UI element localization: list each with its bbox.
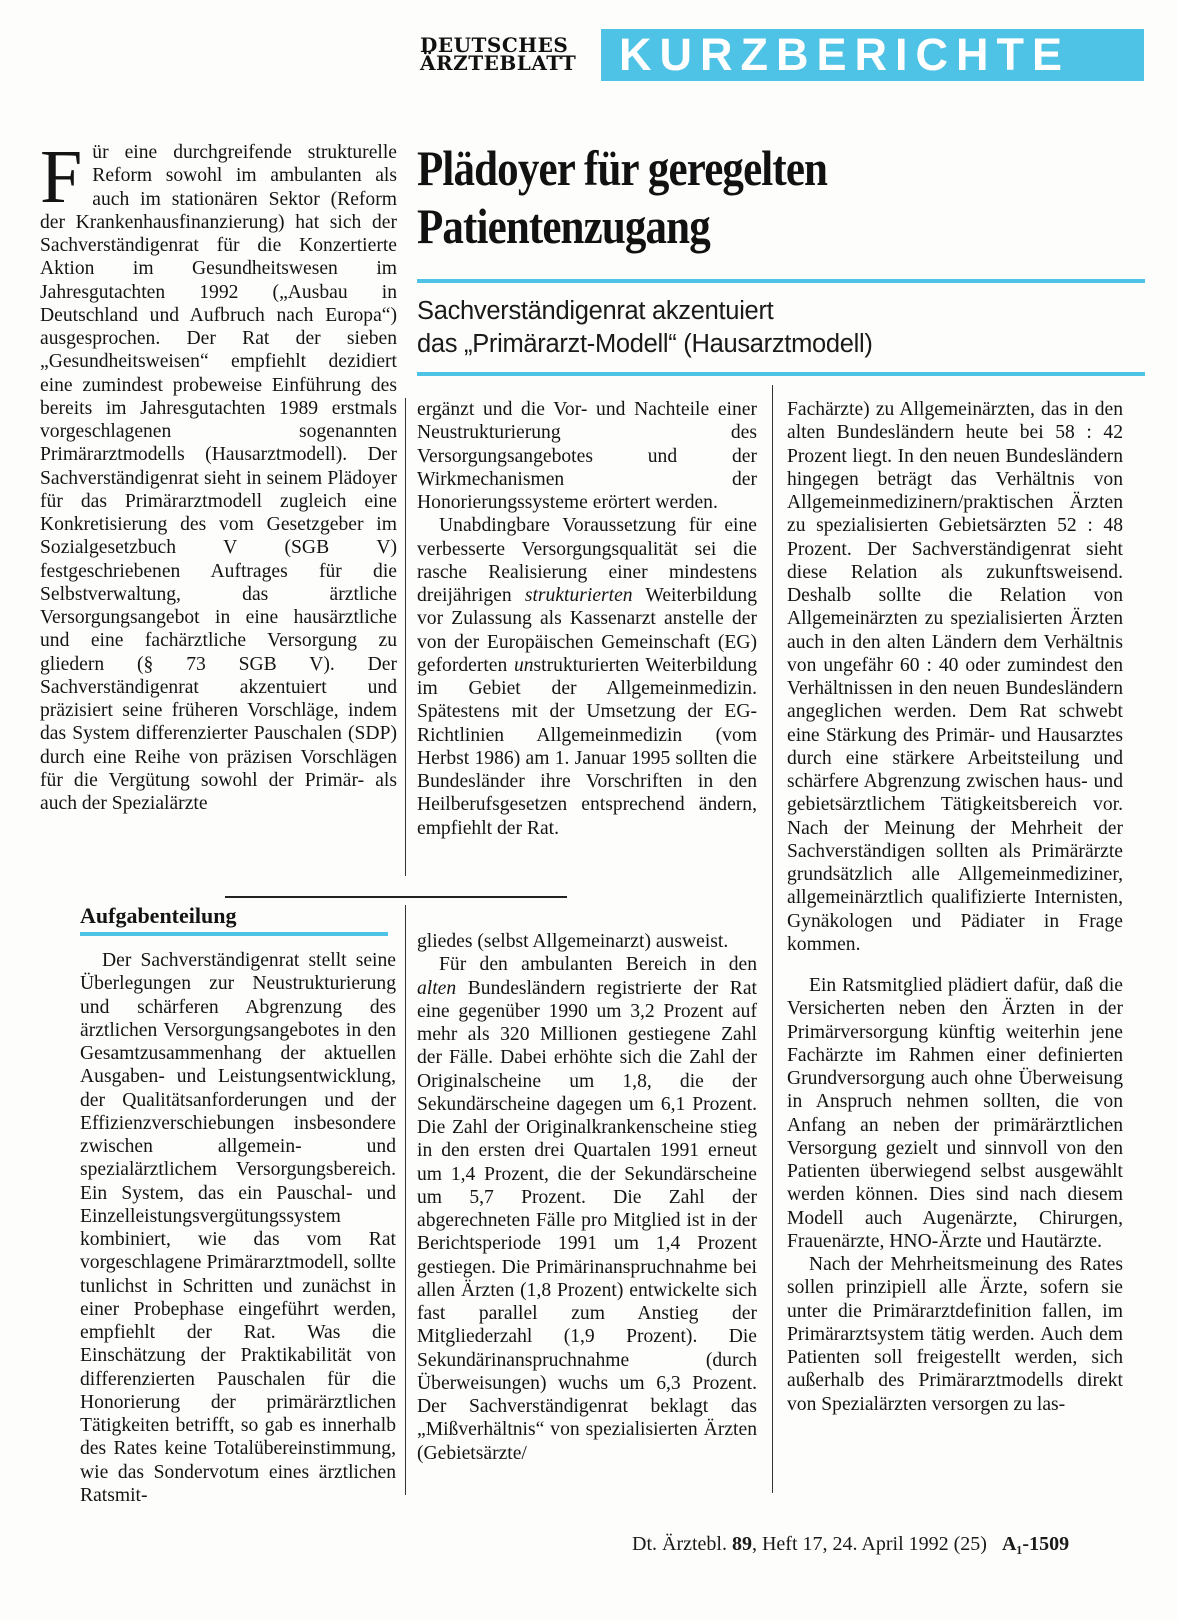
paragraph: gliedes (selbst Allgemeinarzt) ausweist. xyxy=(417,931,729,952)
paragraph: ergänzt und die Vor- und Nachteile einer Neustrukturierung des Versorgungsangebotes und der Wirkmechanismen der Honorierungssysteme erörtert werden. xyxy=(417,399,757,513)
column-rule-3 xyxy=(405,905,406,1495)
section-heading-underline xyxy=(80,932,388,936)
drop-cap: F xyxy=(40,135,83,219)
emphasis: strukturierten xyxy=(524,585,633,606)
section-banner xyxy=(601,29,1144,81)
page-footer xyxy=(632,1532,1154,1556)
footer-issue: , Heft 17, 24. April 1992 (25) xyxy=(751,1533,987,1555)
body-column-6 xyxy=(787,974,1123,1416)
paragraph: Unabdingbare Voraussetzung für eine verbesserte Versorgungsqualität sei die rasche Realisierung einer mindestens dreijährigen strukturierten Weiterbildung vor Zulassung als Kassenarzt anstelle der von der Europäischen Gemeinschaft (EG) geforderten unstrukturierten Weiterbildung im Gebiet der Allgemeinmedizin. Spätestens mit der Umsetzung der EG-Richtlinien Allgemeinmedizin (vom Herbst 1986) am 1. Januar 1995 sollten die Bundesländer ihre Vorschriften in den Heilberufsgesetzen entsprechend ändern, empfiehlt der Rat. xyxy=(417,515,757,839)
article-title xyxy=(417,139,1045,255)
paragraph: Für den ambulanten Bereich in den alten Bundesländern registrierte der Rat eine gegenüber 1990 um 3,2 Prozent auf mehr als 320 Millionen gestiegene Zahl der Fälle. Dabei erhöhte sich die Zahl der Originalscheine um 1,8, die der Sekundärscheine dagegen um 6,1 Prozent. Die Zahl der Originalkrankenscheine stieg in den ersten drei Quartalen 1991 erneut um 1,4 Prozent, die der Sekundärscheine um 5,7 Prozent. Die Zahl der abgerechneten Fälle pro Mitglied ist in der Berichtsperiode 1991 um 1,4 Prozent gestiegen. Die Primärinanspruchnahme bei allen Ärzten (1,8 Prozent) entwickelte sich fast parallel zum Anstieg der Mitgliederzahl (1,9 Prozent). Die Sekundärinanspruchnahme (durch Überweisungen) wuchs um 6,3 Prozent. Der Sachverständigenrat beklagt das „Mißverhältnis“ von spezialisierten Ärzten (Gebietsärzte/ xyxy=(417,954,757,1464)
footer-page-number: A₁-1509 xyxy=(1001,1533,1070,1555)
footer-volume: 89 xyxy=(731,1533,752,1555)
emphasis: un xyxy=(513,654,534,676)
footer-journal: Dt. Ärztebl. xyxy=(632,1533,727,1555)
body-column-3 xyxy=(787,398,1123,956)
body-column-4 xyxy=(80,949,396,1507)
paragraph: Ein Ratsmitglied plädiert dafür, daß die Versicherten neben den Ärzten in der Primärversorgung künftig weiterhin jene Fachärzte im Rahmen einer definierten Grundversorgung auch ohne Überweisung in Anspruch nehmen sollten, die von Anfang an neben der primärärztlichen Versorgung gezielt und sinnvoll von den Patienten überwiegend selbst ausgewählt werden können. Dies sind nach diesem Modell auch Augenärzte, Chirurgen, Frauenärzte, HNO-Ärzte und Hautärzte. xyxy=(787,975,1123,1252)
paragraph: Fachärzte) zu Allgemeinärzten, das in den alten Bundesländern heute bei 58 : 42 Prozent liegt. In den neuen Bundesländern hingegen beträgt das Verhältnis von Allgemeinmedizinern/praktischen Ärzten zu spezialisierten Gebietsärzten 52 : 48 Prozent. Der Sachverständigenrat sieht diese Relation als zukunftsweisend. Deshalb sollte die Relation von Allgemeinärzten zu spezialisierten Ärzten auch in den alten Ländern dem Verhältnis von ungefähr 60 : 40 oder zumindest den Verhältnissen in den neuen Bundesländern angeglichen werden. Dem Rat schwebt eine Stärkung des Primär- und Hausarztes durch eine stärkere Arbeitsteilung und schärfere Abgrenzung zwischen haus- und gebietsärztlichem Tätigkeitsbereich vor. Nach der Meinung der Mehrheit der Sachverständigen sollten als Primärärzte grundsätzlich alle Allgemeinmediziner, allgemeinärztlich qualifizierte Internisten, Gynäkologen und Pädiater in Frage kommen. xyxy=(787,399,1123,955)
paragraph: Nach der Mehrheitsmeinung des Rates sollen prinzipiell alle Ärzte, sofern sie unter die Primärarztdefinition fallen, im Primärarztsystem tätig werden. Auch dem Patienten soll freigestellt werden, sich außerhalb des Primärarztmodells direkt von Spezialärzten versorgen zu las- xyxy=(787,1254,1123,1415)
body-column-2 xyxy=(417,398,757,840)
journal-logo xyxy=(420,33,590,75)
subtitle-divider xyxy=(417,372,1145,376)
subtitle-line-1: Sachverständigenrat akzentuiert xyxy=(417,297,774,325)
paragraph: Der Sachverständigenrat stellt seine Überlegungen zur Neustrukturierung und schärferen Abgrenzung des ärztlichen Versorgungsangebotes in den Gesamtzusammenhang der aktuellen Ausgaben- und Leistungsentwicklung, der Qualitätsanforderungen und der Effizienzverschiebungen insbesondere zwischen allgemein- und spezialärztlichem Versorgungsbereich. Ein System, das ein Pauschal- und Einzelleistungsvergütungssystem kombiniert, wie das vom Rat vorgeschlagene Primärarztmodell, sollte tunlichst in Schritten und zunächst in einer Probephase eingeführt werden, empfiehlt der Rat. Was die Einschätzung der Praktikabilität von differenzierten Pauschalen für die Honorierung der primärärztlichen Tätigkeiten betrifft, so gab es innerhalb des Rates keine Totalübereinstimmung, wie das Sondervotum eines ärztlichen Ratsmit- xyxy=(80,950,396,1506)
emphasis: alten xyxy=(417,977,457,999)
section-banner-label: KURZBERICHTE xyxy=(619,29,1070,80)
column-rule-2 xyxy=(772,385,773,1493)
title-line-2: Patientenzugang xyxy=(417,198,710,254)
body-column-1 xyxy=(40,135,397,815)
intro-paragraph: ür eine durchgreifende strukturelle Reform sowohl im ambulanten als auch im stationären Sektor (Reform der Krankenhausfinanzierung) hat sich der Sachverständigenrat für die Konzertierte Aktion im Gesundheitswesen im Jahresgutachten 1992 („Ausbau in Deutschland und Aufbruch nach Europa“) ausgesprochen. Der Rat der sieben „Gesundheitsweisen“ empfiehlt dezidiert eine zumindest probeweise Einführung des bereits im Jahresgutachten 1989 erstmals vorgeschlagenen sogenannten Primärarztmodells (Hausarztmodell). Der Sachverständigenrat sieht in seinem Plädoyer für das Primärarztmodell zugleich eine Konkretisierung des vom Gesetzgeber im Sozialgesetzbuch V (SGB V) festgeschriebenen Auftrages für die Selbstverwaltung, das ärztliche Versorgungsangebot in eine hausärztliche und eine fachärztliche Versorgung zu gliedern (§ 73 SGB V). Der Sachverständigenrat akzentuiert und präzisiert seine früheren Vorschläge, indem das System differenzierter Pauschalen (SDP) durch eine Reihe von präzisen Vorschlägen für die Vergütung sowohl der Primär- als auch der Spezialärzte xyxy=(40,142,397,814)
section-separator xyxy=(225,896,567,898)
article-subtitle xyxy=(417,295,1157,361)
brand-line-1: DEUTSCHES xyxy=(420,33,569,57)
subtitle-line-2: das „Primärarzt-Modell“ (Hausarztmodell) xyxy=(417,330,873,358)
brand-line-2: ÄRZTEBLATT xyxy=(420,51,577,75)
section-heading: Aufgabenteilung xyxy=(80,903,237,928)
column-rule-1 xyxy=(405,398,406,876)
title-divider xyxy=(417,279,1145,283)
body-column-5 xyxy=(417,930,757,1465)
title-line-1: Plädoyer für geregelten xyxy=(417,140,828,196)
